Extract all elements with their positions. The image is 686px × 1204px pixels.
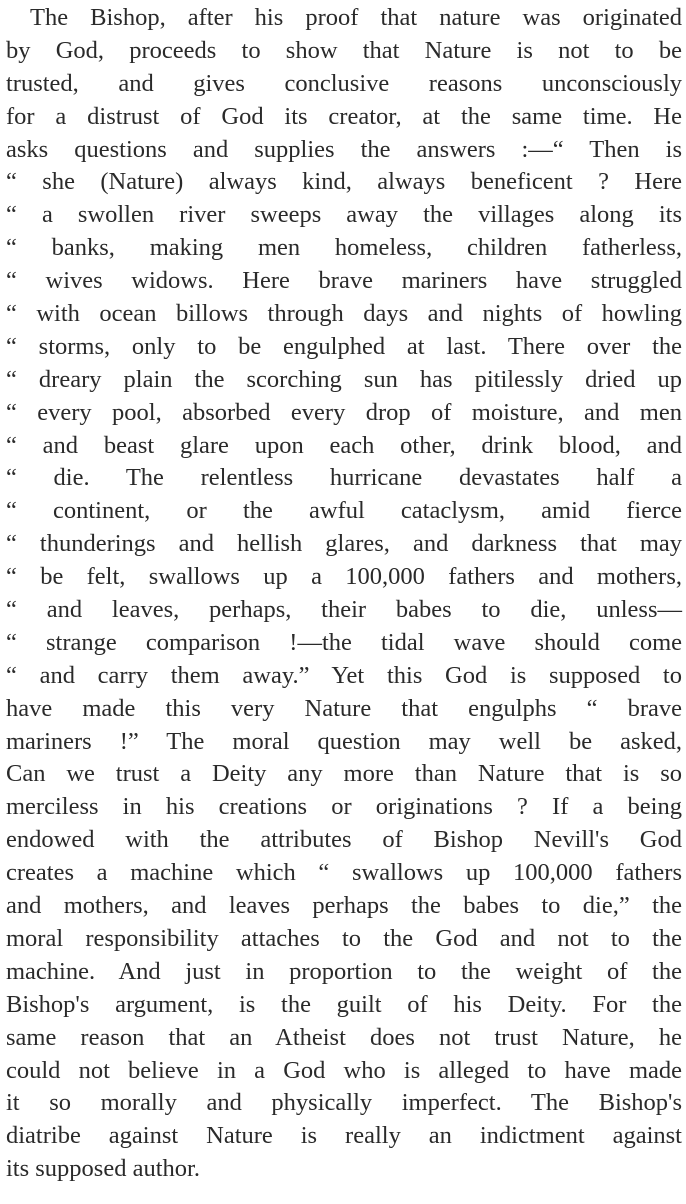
text-line: “ be felt, swallows up a 100,000 fathers and mothers, <box>6 563 682 591</box>
text-line: for a distrust of God its creator, at the same time. He <box>6 102 682 130</box>
paragraph <box>6 2 682 1186</box>
text-line: moral responsibility attaches to the God and not to the <box>6 924 682 952</box>
text-line: diatribe against Nature is really an indictment against <box>6 1122 682 1150</box>
text-line: endowed with the attributes of Bishop Nevill's God <box>6 826 682 854</box>
text-line: “ a swollen river sweeps away the villages along its <box>6 201 682 229</box>
text-line: have made this very Nature that engulphs “ brave <box>6 694 682 722</box>
text-line: “ she (Nature) always kind, always beneficent ? Here <box>6 168 682 196</box>
text-line: “ and beast glare upon each other, drink blood, and <box>6 431 682 459</box>
text-line: by God, proceeds to show that Nature is not to be <box>6 36 682 64</box>
text-line: trusted, and gives conclusive reasons unconsciously <box>6 69 682 97</box>
text-line: “ and carry them away.” Yet this God is supposed to <box>6 661 682 689</box>
text-line: “ and leaves, perhaps, their babes to die, unless— <box>6 596 682 624</box>
text-line: The Bishop, after his proof that nature was originated <box>30 4 682 31</box>
text-line: could not believe in a God who is alleged to have made <box>6 1056 682 1084</box>
document-page <box>6 2 682 1186</box>
text-line: Can we trust a Deity any more than Nature that is so <box>6 760 682 788</box>
text-line: it so morally and physically imperfect. The Bishop's <box>6 1089 682 1117</box>
text-line: mariners !” The moral question may well be asked, <box>6 727 682 755</box>
text-line: Bishop's argument, is the guilt of his Deity. For the <box>6 990 682 1018</box>
text-line: “ strange comparison !—the tidal wave should come <box>6 628 682 656</box>
text-line: its supposed author. <box>6 1155 200 1183</box>
text-line: machine. And just in proportion to the weight of the <box>6 957 682 985</box>
text-line: “ every pool, absorbed every drop of moisture, and men <box>6 398 682 426</box>
text-line: “ thunderings and hellish glares, and darkness that may <box>6 530 682 558</box>
text-line: “ storms, only to be engulphed at last. There over the <box>6 332 682 360</box>
text-line: “ continent, or the awful cataclysm, amid fierce <box>6 497 682 525</box>
text-line: creates a machine which “ swallows up 100,000 fathers <box>6 859 682 887</box>
text-line: “ banks, making men homeless, children fatherless, <box>6 234 682 262</box>
text-line: and mothers, and leaves perhaps the babes to die,” the <box>6 892 682 920</box>
text-line: same reason that an Atheist does not trust Nature, he <box>6 1023 682 1051</box>
text-line: “ with ocean billows through days and nights of howling <box>6 300 682 328</box>
text-line: merciless in his creations or originations ? If a being <box>6 793 682 821</box>
text-line: “ dreary plain the scorching sun has pitilessly dried up <box>6 365 682 393</box>
text-line: “ die. The relentless hurricane devastates half a <box>6 464 682 492</box>
text-line: asks questions and supplies the answers :—“ Then is <box>6 135 682 163</box>
text-line: “ wives widows. Here brave mariners have struggled <box>6 267 682 295</box>
